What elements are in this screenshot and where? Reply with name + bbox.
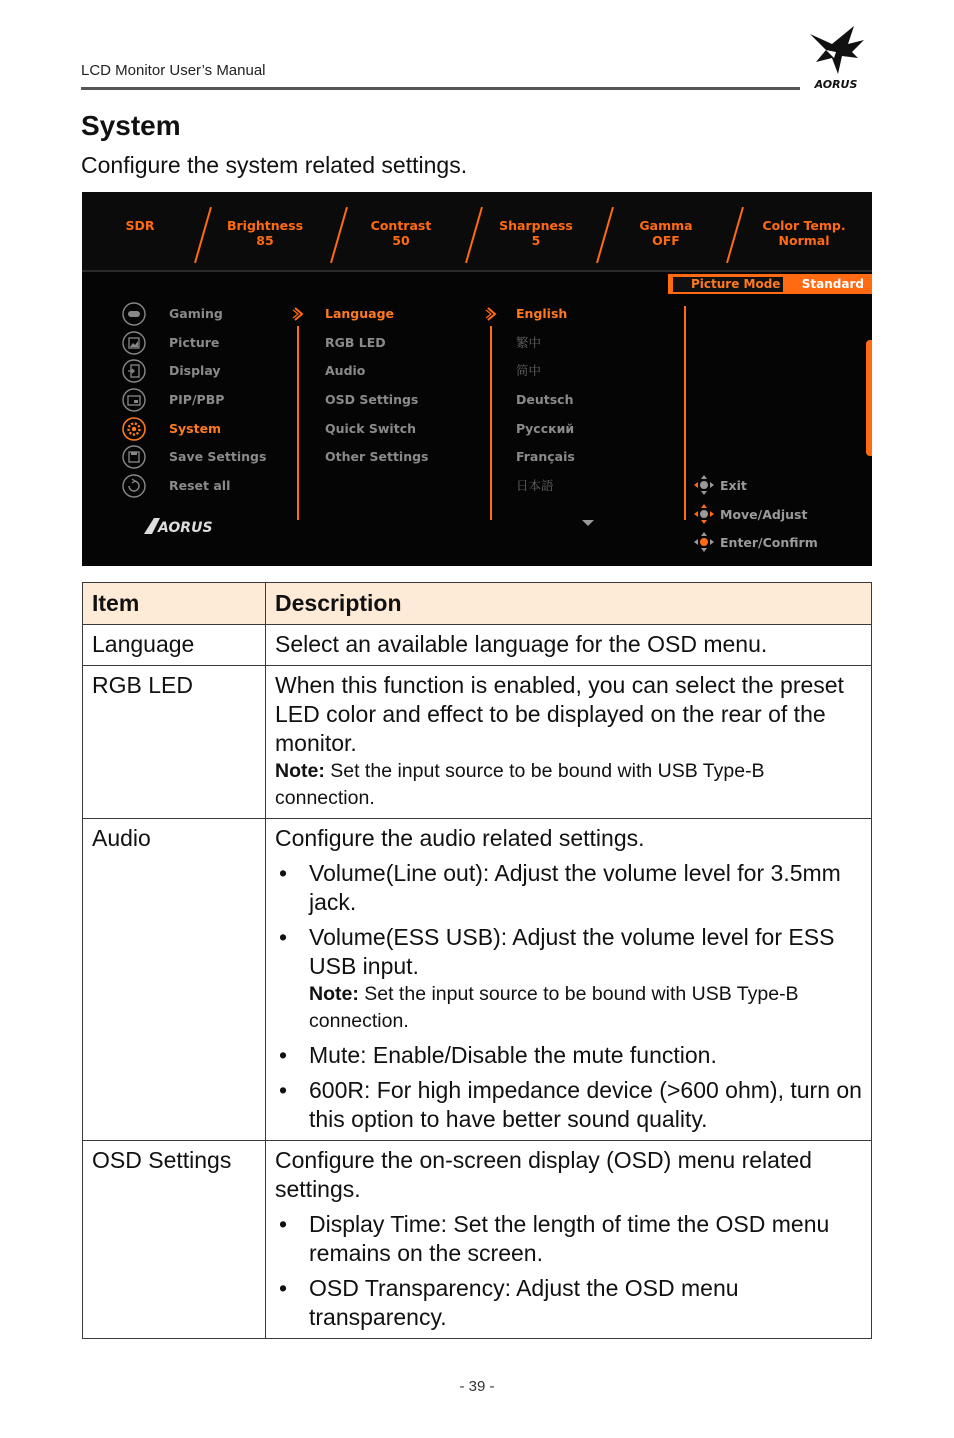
audio-desc-text: Configure the audio related settings. xyxy=(275,825,645,851)
picture-mode-value: Standard xyxy=(801,277,864,291)
desc-language: Select an available language for the OSD menu. xyxy=(266,625,872,666)
sub-item-rgb-led: RGB LED xyxy=(325,335,386,350)
sub-item-quick-switch: Quick Switch xyxy=(325,421,417,436)
sub-item-osd-settings: OSD Settings xyxy=(325,392,419,407)
menu-item-save-settings: Save Settings xyxy=(169,449,267,464)
picture-icon xyxy=(122,331,146,355)
header-description: Description xyxy=(266,583,872,625)
rgb-desc-text: When this function is enabled, you can select the preset LED color and effect to be displayed on the rear of the monitor. xyxy=(275,672,844,756)
gamepad-icon xyxy=(122,302,146,326)
note-label: Note: xyxy=(309,983,359,1005)
nav-divider xyxy=(684,306,686,520)
osd-stat-sdr: SDR xyxy=(125,218,155,233)
bullet-item: • Mute: Enable/Disable the mute function. xyxy=(275,1041,862,1070)
submenu-divider xyxy=(490,326,492,520)
picture-mode-bar xyxy=(668,274,872,294)
desc-osd-settings xyxy=(266,1141,872,1339)
lang-english: English xyxy=(516,306,568,321)
lang-traditional-chinese: 繁中 xyxy=(516,335,542,350)
audio-note xyxy=(275,981,862,1035)
osd-stat-sharpness: Sharpness 5 xyxy=(499,218,573,248)
section-title: System xyxy=(81,110,181,141)
lang-french: Français xyxy=(516,449,575,464)
osd-status-bar xyxy=(82,192,872,272)
table-row xyxy=(83,666,872,819)
osd-desc-text: Configure the on-screen display (OSD) menu related settings. xyxy=(275,1147,812,1202)
svg-text:AORUS: AORUS xyxy=(158,520,213,536)
sub-item-other-settings: Other Settings xyxy=(325,449,429,464)
osd-bullets xyxy=(275,1210,862,1332)
note-text: Set the input source to be bound with USB Type-B connection. xyxy=(275,760,765,809)
osd-screenshot xyxy=(82,192,872,566)
joystick-move-icon xyxy=(693,503,715,525)
chevron-right-icon xyxy=(485,306,499,322)
item-rgb-led: RGB LED xyxy=(83,666,266,819)
gear-icon xyxy=(122,417,146,441)
table-header-row xyxy=(83,583,872,625)
osd-stat-contrast: Contrast 50 xyxy=(370,218,432,248)
scroll-down-icon xyxy=(582,520,594,526)
table-row xyxy=(83,1141,872,1339)
osd-stat-gamma: Gamma OFF xyxy=(639,218,693,248)
nav-confirm-label: Enter/Confirm xyxy=(720,535,818,550)
menu-item-pip-pbp: PIP/PBP xyxy=(169,392,225,407)
display-input-icon xyxy=(122,359,146,383)
svg-text:AORUS: AORUS xyxy=(814,78,858,91)
manual-title: LCD Monitor User’s Manual xyxy=(81,62,266,79)
lang-russian: Русский xyxy=(516,421,575,436)
lang-simplified-chinese: 简中 xyxy=(516,363,542,378)
pip-pbp-icon xyxy=(122,388,146,412)
menu-item-display: Display xyxy=(169,363,221,378)
item-osd-settings: OSD Settings xyxy=(83,1141,266,1339)
bullet-item: • Display Time: Set the length of time the OSD menu remains on the screen. xyxy=(275,1210,862,1268)
save-icon xyxy=(122,445,146,469)
bullet-item: • OSD Transparency: Adjust the OSD menu transparency. xyxy=(275,1274,862,1332)
osd-stat-color-temp: Color Temp. Normal xyxy=(762,218,846,248)
section-intro: Configure the system related settings. xyxy=(81,152,468,178)
desc-audio xyxy=(266,819,872,1141)
reset-icon xyxy=(122,474,146,498)
header-item: Item xyxy=(83,583,266,625)
joystick-confirm-icon xyxy=(693,531,715,553)
note-text: Set the input source to be bound with USB Type-B connection. xyxy=(309,983,799,1032)
desc-rgb-led xyxy=(266,666,872,819)
header-rule xyxy=(81,87,800,90)
lang-japanese: 日本語 xyxy=(516,478,554,493)
bullet-item: • Volume(Line out): Adjust the volume level for 3.5mm jack. xyxy=(275,859,862,917)
sub-item-language: Language xyxy=(325,306,395,321)
system-settings-table xyxy=(82,582,872,1339)
menu-divider xyxy=(297,326,299,520)
osd-side-accent xyxy=(866,340,872,456)
rgb-note xyxy=(275,758,862,812)
joystick-exit-icon xyxy=(693,474,715,496)
menu-item-system: System xyxy=(169,421,222,436)
audio-bullets-2 xyxy=(275,1041,862,1134)
aorus-logo-icon xyxy=(802,22,870,92)
bullet-item: • Volume(ESS USB): Adjust the volume level for ESS USB input. xyxy=(275,923,862,981)
page-number: - 39 - xyxy=(459,1378,495,1395)
table-row xyxy=(83,819,872,1141)
chevron-right-icon xyxy=(292,306,306,322)
lang-deutsch: Deutsch xyxy=(516,392,574,407)
audio-bullets xyxy=(275,859,862,981)
note-label: Note: xyxy=(275,760,325,782)
bullet-item: • 600R: For high impedance device (>600 ohm), turn on this option to have better sound quality. xyxy=(275,1076,862,1134)
item-language: Language xyxy=(83,625,266,666)
nav-move-label: Move/Adjust xyxy=(720,507,808,522)
nav-exit-label: Exit xyxy=(720,478,747,493)
picture-mode-label: Picture Mode xyxy=(673,277,783,292)
item-audio: Audio xyxy=(83,819,266,1141)
osd-stat-brightness: Brightness 85 xyxy=(226,218,304,248)
sub-item-audio: Audio xyxy=(325,363,366,378)
menu-item-picture: Picture xyxy=(169,335,220,350)
aorus-brand-logo xyxy=(142,514,226,538)
table-row xyxy=(83,625,872,666)
menu-item-reset-all: Reset all xyxy=(169,478,231,493)
menu-item-gaming: Gaming xyxy=(169,306,223,321)
